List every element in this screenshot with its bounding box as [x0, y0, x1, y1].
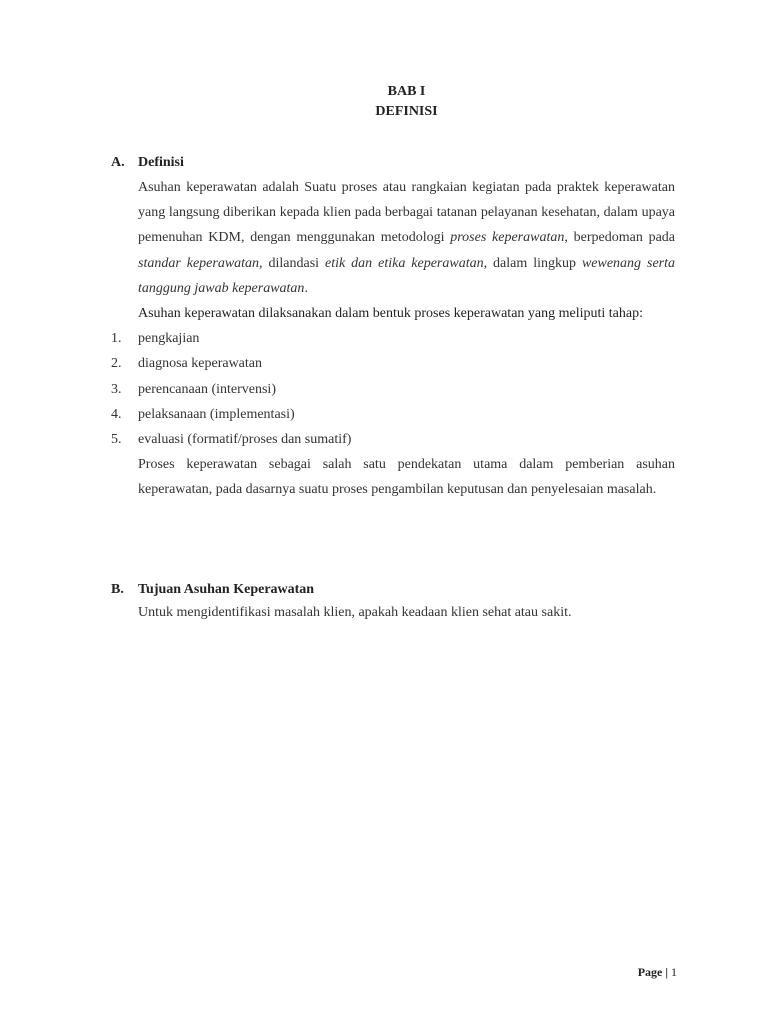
list-item-text: diagnosa keperawatan — [138, 356, 262, 372]
process-paragraph: Proses keperawatan sebagai salah satu pendekatan utama dalam pemberian asuhan keperawatan, pada dasarnya suatu proses pengambilan keputusan dan penyelesaian masalah. — [138, 457, 675, 498]
definition-text-2: , berpedoman pada — [564, 230, 675, 246]
definition-italic-1: proses keperawatan — [450, 230, 565, 246]
page-label: Page — [637, 965, 663, 979]
list-item-number: 2. — [111, 356, 122, 372]
list-item — [111, 427, 648, 452]
list-item-text: perencanaan (intervensi) — [138, 381, 276, 397]
list-item — [111, 351, 648, 376]
stages-list — [111, 326, 648, 452]
page-separator: | — [665, 965, 668, 979]
chapter-number: BAB I — [387, 84, 426, 99]
definition-paragraph — [138, 175, 675, 301]
list-item-text: pelaksanaan (implementasi) — [138, 406, 295, 422]
chapter-title: DEFINISI — [375, 104, 438, 119]
list-item — [111, 402, 648, 427]
section-b-letter: B. — [111, 582, 124, 597]
definition-text-3: dilandasi — [262, 255, 326, 271]
page-footer — [638, 963, 677, 981]
definition-italic-3: etik dan etika keperawatan — [325, 255, 484, 271]
definition-italic-2: standar keperawatan, — [138, 255, 263, 271]
definition-text-5: . — [304, 280, 308, 296]
list-item — [111, 326, 648, 351]
definition-text-4: , dalam lingkup — [483, 255, 582, 271]
section-definition — [111, 153, 675, 503]
list-item-number: 4. — [111, 406, 122, 422]
definition-text-1: Asuhan keperawatan adalah Suatu proses atau rangkaian kegiatan pada praktek keperawatan yang langsung diberikan kepada klien pada berbagai tatanan pelayanan kesehatan, dalam upaya pemenuhan KDM, dengan menggunakan metodologi — [138, 180, 675, 246]
list-item-number: 5. — [111, 431, 122, 447]
section-purpose — [111, 580, 675, 623]
section-b-title: Tujuan Asuhan Keperawatan — [138, 582, 315, 597]
definition-italic-4: wewenang serta tanggung jawab keperawatan — [138, 255, 676, 296]
list-item-number: 1. — [111, 331, 122, 347]
section-a-letter: A. — [111, 155, 125, 170]
list-item-text: pengkajian — [138, 331, 200, 347]
section-a-heading — [111, 153, 675, 173]
chapter-heading — [0, 82, 768, 122]
list-item-number: 3. — [111, 381, 122, 397]
list-item-text: evaluasi (formatif/proses dan sumatif) — [138, 431, 352, 447]
section-a-title: Definisi — [138, 155, 184, 170]
list-item — [111, 377, 648, 402]
purpose-paragraph: Untuk mengidentifikasi masalah klien, apakah keadaan klien sehat atau sakit. — [138, 605, 572, 620]
page-number: 1 — [671, 965, 677, 979]
section-b-heading — [111, 580, 675, 600]
stages-intro-paragraph: Asuhan keperawatan dilaksanakan dalam bentuk proses keperawatan yang meliputi tahap: — [138, 306, 643, 322]
